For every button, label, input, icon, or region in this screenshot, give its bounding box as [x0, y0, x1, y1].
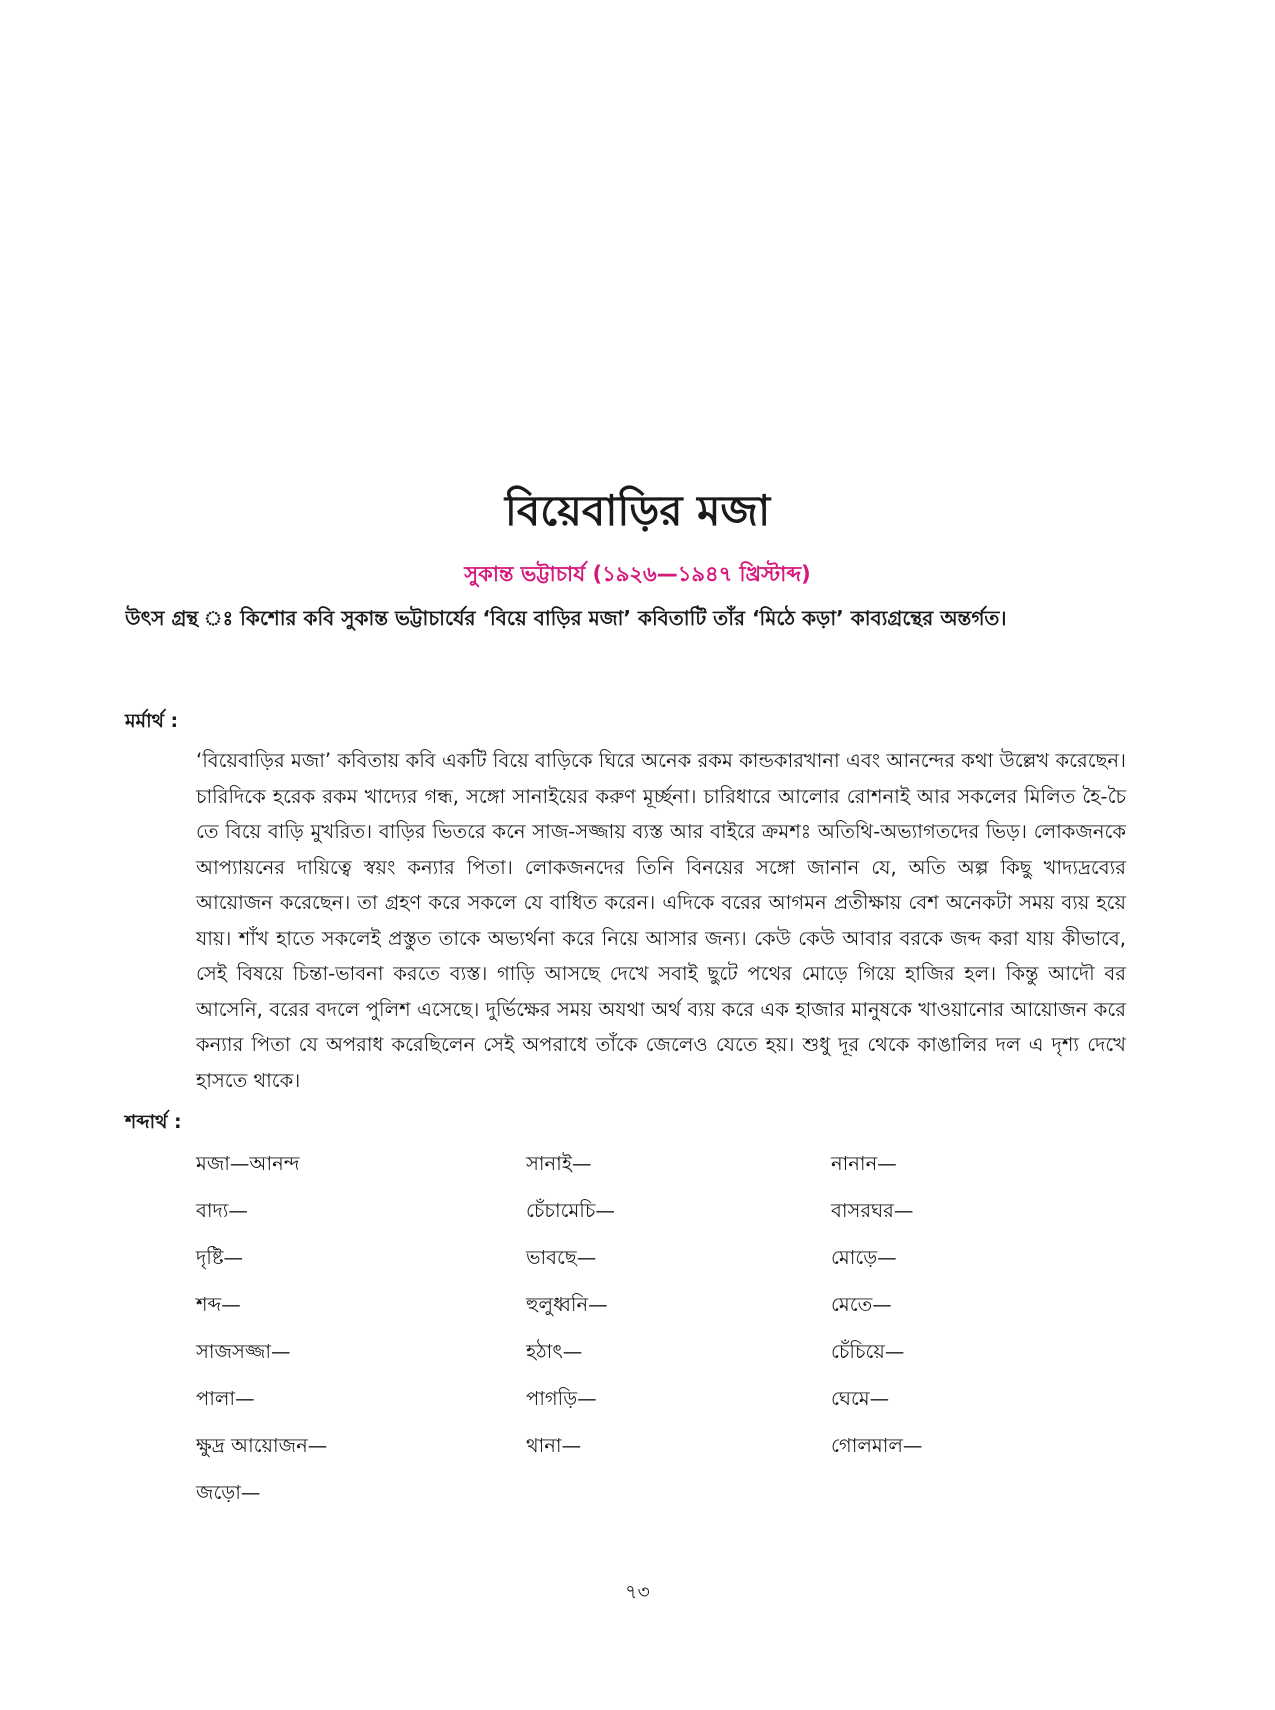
glossary-term: হুলুধ্বনি— [526, 1293, 608, 1316]
glossary-term: মেতে— [831, 1293, 892, 1316]
author-line: সুকান্ত ভট্টাচার্য (১৯২৬—১৯৪৭ খ্রিস্টাব্দ) [464, 562, 811, 586]
glossary-term: ঘেমে— [831, 1387, 890, 1410]
page-title: বিয়েবাড়ির মজা [504, 486, 771, 535]
glossary-term: মোড়ে— [831, 1246, 897, 1269]
summary-heading: মর্মার্থ : [125, 710, 179, 732]
glossary-term: ক্ষুদ্র আয়োজন— [196, 1434, 328, 1457]
page-number: ৭৩ [625, 1581, 650, 1603]
glossary-term: সাজসজ্জা— [196, 1340, 291, 1363]
glossary-term: সানাই— [526, 1152, 592, 1175]
glossary-heading: শব্দার্থ : [125, 1111, 182, 1133]
glossary-term: বাদ্য— [196, 1199, 248, 1222]
glossary-grid [196, 1150, 1096, 1526]
glossary-term: পাগড়ি— [526, 1387, 597, 1410]
glossary-term: থানা— [526, 1434, 582, 1457]
glossary-term: নানান— [831, 1152, 897, 1175]
glossary-term: শব্দ— [196, 1293, 241, 1316]
glossary-term: জড়ো— [196, 1481, 261, 1504]
glossary-term: দৃষ্টি— [196, 1246, 244, 1269]
glossary-term: ভাবছে— [526, 1246, 597, 1269]
glossary-term: পালা— [196, 1387, 255, 1410]
glossary-term: গোলমাল— [831, 1434, 923, 1457]
glossary-term: হঠাৎ— [526, 1340, 583, 1363]
glossary-term: বাসরঘর— [831, 1199, 914, 1222]
summary-paragraph: ‘বিয়েবাড়ির মজা’ কবিতায় কবি একটি বিয়ে বাড়িকে ঘিরে অনেক রকম কান্ডকারখানা এবং আনন্দের কথা উল্লেখ করেছেন। চারিদিকে হরেক রকম খাদ্যের গন্ধ, সঙ্গো সানাইয়ের করুণ মূর্চ্ছনা। চারিধারে আলোর রোশনাই আর সকলের মিলিত হৈ-চৈ তে বিয়ে বাড়ি মুখরিত। বাড়ির ভিতরে কনে সাজ-সজ্জায় ব্যস্ত আর বাইরে ক্রমশঃ অতিথি-অভ্যাগতদের ভিড়। লোকজনকে আপ্যায়নের দায়িত্বে স্বয়ং কন্যার পিতা। লোকজনদের তিনি বিনয়ের সঙ্গো জানান যে, অতি অল্প কিছু খাদ্যদ্রব্যের আয়োজন করেছেন। তা গ্রহণ করে সকলে যে বাধিত করেন। এদিকে বরের আগমন প্রতীক্ষায় বেশ অনেকটা সময় ব্যয় হয়ে যায়। শাঁখ হাতে সকলেই প্রস্তুত তাকে অভ্যর্থনা করে নিয়ে আসার জন্য। কেউ কেউ আবার বরকে জব্দ করা যায় কীভাবে, সেই বিষয়ে চিন্তা-ভাবনা করতে ব্যস্ত। গাড়ি আসছে দেখে সবাই ছুটে পথের মোড়ে গিয়ে হাজির হল। কিন্তু আদৌ বর আসেনি, বরের বদলে পুলিশ এসেছে। দুর্ভিক্ষের সময় অযথা অর্থ ব্যয় করে এক হাজার মানুষকে খাওয়ানোর আয়োজন করে কন্যার পিতা যে অপরাধ করেছিলেন সেই অপরাধে তাঁকে জেলেও যেতে হয়। শুধু দূর থেকে কাঙালির দল এ দৃশ্য দেখে হাসতে থাকে। [196, 749, 1126, 1092]
glossary-term: চেঁচিয়ে— [831, 1340, 905, 1363]
glossary-term: চেঁচামেচি— [526, 1199, 615, 1222]
source-line: উৎস গ্রন্থ ঃ কিশোর কবি সুকান্ত ভট্টাচার্যের ‘বিয়ে বাড়ির মজা’ কবিতাটি তাঁর ‘মিঠে কড়া’ কাব্যগ্রন্থের অন্তর্গত। [125, 606, 1007, 630]
glossary-term: মজা—আনন্দ [196, 1152, 300, 1175]
